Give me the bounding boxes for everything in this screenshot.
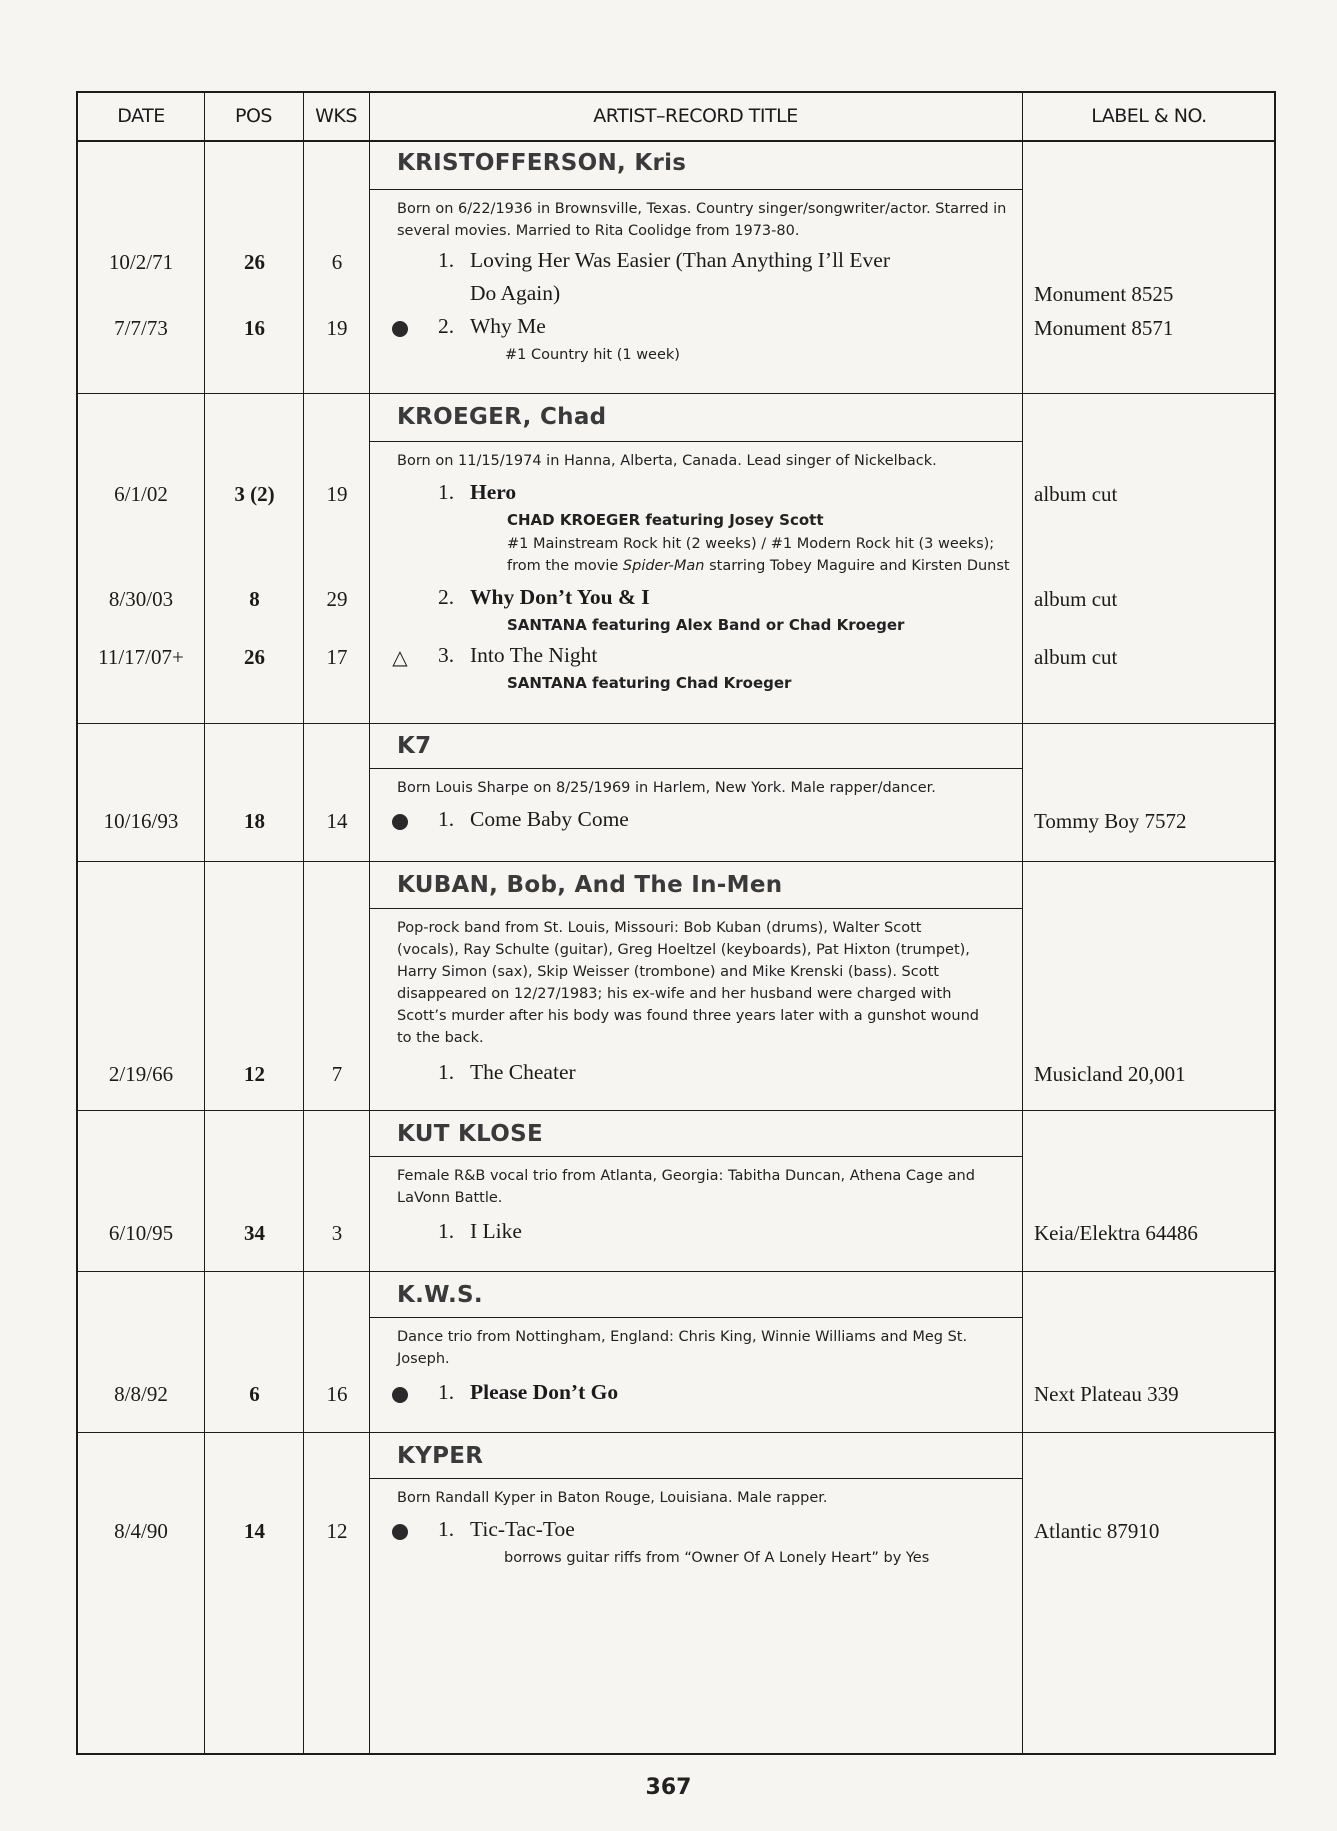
gold-record-icon (385, 315, 415, 340)
artist-bio: Born Louis Sharpe on 8/25/1969 in Harlem, New York. Male rapper/dancer. (397, 780, 936, 796)
record-title-continued: Do Again) (470, 281, 561, 305)
artist-bio: Born on 6/22/1936 in Brownsville, Texas. Country singer/songwriter/actor. Starred in several movies. Married to Rita Coolidge from 1973-80. (397, 201, 1007, 239)
record-peak-position: 3 (2) (234, 482, 275, 506)
record-label: Monument 8525 (1034, 282, 1174, 306)
record-date: 11/17/07+ (98, 645, 184, 669)
record-date: 8/30/03 (108, 587, 174, 611)
record-weeks: 7 (331, 1062, 343, 1086)
artist-section-kuban (78, 862, 1274, 1111)
artist-section-kroeger (78, 394, 1274, 724)
record-label: Next Plateau 339 (1034, 1382, 1179, 1406)
record-note: from the movie Spider-Man starring Tobey Maguire and Kirsten Dunst (507, 558, 1010, 574)
triangle-icon: △ (392, 645, 408, 669)
record-note: #1 Mainstream Rock hit (2 weeks) / #1 Modern Rock hit (3 weeks); (507, 536, 995, 552)
record-title: 1. The Cheater (438, 1060, 576, 1084)
artist-bio: Pop-rock band from St. Louis, Missouri: Bob Kuban (drums), Walter Scott (vocals), Ray Schulte (guitar), Greg Hoeltzel (keyboards), Pat Hixton (trumpet), Harry Simon (sax), Skip Weisser (trombone) and Mike Krenski (bass). Scott disappeared on 12/27/1983; his ex-wife and her husband were charged with Scott’s murder after his body was found three years later with a gunshot wound to the back. (397, 920, 979, 1046)
record-title: 1. Come Baby Come (438, 807, 629, 831)
artist-section-k7 (78, 724, 1274, 862)
artist-name: KUBAN, Bob, And The In-Men (397, 872, 783, 898)
record-weeks: 19 (326, 482, 348, 506)
header-label-no: LABEL & NO. (1091, 105, 1207, 127)
record-peak-position: 12 (244, 1062, 265, 1086)
record-date: 8/4/90 (114, 1519, 168, 1543)
record-weeks: 16 (326, 1382, 348, 1406)
record-date: 10/2/71 (108, 250, 174, 274)
record-label: album cut (1034, 587, 1118, 611)
record-weeks: 3 (331, 1221, 343, 1245)
record-credit: SANTANA featuring Alex Band or Chad Kroeger (507, 616, 905, 634)
record-title: 1. I Like (438, 1219, 522, 1243)
artist-name: KROEGER, Chad (397, 404, 607, 430)
gold-record-icon (385, 1381, 415, 1406)
artist-bio: Born Randall Kyper in Baton Rouge, Louisiana. Male rapper. (397, 1490, 828, 1506)
record-date: 2/19/66 (108, 1062, 174, 1086)
artist-name-box (369, 724, 1022, 769)
record-title: 2. Why Don’t You & I (438, 585, 650, 609)
record-title: 1. Loving Her Was Easier (Than Anything I’ll Ever (438, 248, 890, 272)
record-peak-position: 8 (249, 587, 260, 611)
record-peak-position: 26 (244, 250, 265, 274)
record-label: album cut (1034, 482, 1118, 506)
record-title: 1. Tic-Tac-Toe (438, 1517, 575, 1541)
record-date: 10/16/93 (103, 809, 179, 833)
artist-section-kristofferson (78, 140, 1274, 394)
artist-name-box (369, 862, 1022, 909)
record-note: #1 Country hit (1 week) (505, 347, 680, 363)
record-label: Keia/Elektra 64486 (1034, 1221, 1198, 1245)
artist-section-kws (78, 1272, 1274, 1433)
artist-name: KYPER (397, 1443, 484, 1469)
artist-section-kyper (78, 1433, 1274, 1755)
record-date: 6/10/95 (108, 1221, 174, 1245)
header-date: DATE (117, 105, 165, 127)
record-title: 1. Hero (438, 480, 517, 504)
artist-name: K7 (397, 733, 432, 759)
artist-name-box (369, 394, 1022, 442)
artist-section-kut-klose (78, 1111, 1274, 1272)
record-weeks: 12 (326, 1519, 348, 1543)
record-weeks: 17 (326, 645, 348, 669)
record-note: borrows guitar riffs from “Owner Of A Lonely Heart” by Yes (504, 1550, 930, 1566)
artist-name-box (369, 1272, 1022, 1318)
record-peak-position: 14 (244, 1519, 265, 1543)
record-peak-position: 34 (244, 1221, 265, 1245)
gold-record-icon (385, 808, 415, 833)
artist-name-box (369, 140, 1022, 190)
record-title: 1. Please Don’t Go (438, 1380, 619, 1404)
record-label: Musicland 20,001 (1034, 1062, 1186, 1086)
record-date: 6/1/02 (114, 482, 168, 506)
header-pos: POS (235, 105, 272, 127)
page-number: 367 (645, 1775, 692, 1800)
artist-name: KUT KLOSE (397, 1121, 543, 1147)
chart-history-table (76, 91, 1276, 1755)
record-peak-position: 18 (244, 809, 265, 833)
record-label: Atlantic 87910 (1034, 1519, 1160, 1543)
record-weeks: 14 (326, 809, 348, 833)
artist-bio: Female R&B vocal trio from Atlanta, Georgia: Tabitha Duncan, Athena Cage and LaVonn Battle. (397, 1168, 975, 1206)
artist-name: K.W.S. (397, 1282, 483, 1308)
artist-name: KRISTOFFERSON, Kris (397, 150, 687, 176)
record-peak-position: 6 (249, 1382, 260, 1406)
record-label: album cut (1034, 645, 1118, 669)
record-weeks: 19 (326, 316, 348, 340)
record-number: 1. (438, 248, 455, 272)
record-label: Tommy Boy 7572 (1034, 809, 1187, 833)
record-peak-position: 26 (244, 645, 265, 669)
record-peak-position: 16 (244, 316, 265, 340)
header-wks: WKS (315, 105, 357, 127)
record-weeks: 6 (331, 250, 343, 274)
movie-title: Spider-Man (622, 558, 705, 574)
record-credit: SANTANA featuring Chad Kroeger (507, 674, 792, 692)
gold-record-icon (385, 1518, 415, 1543)
artist-name-box (369, 1433, 1022, 1479)
artist-bio: Born on 11/15/1974 in Hanna, Alberta, Canada. Lead singer of Nickelback. (397, 453, 937, 469)
header-artist-record-title: ARTIST–RECORD TITLE (593, 105, 798, 127)
record-date: 8/8/92 (114, 1382, 168, 1406)
table-header (78, 93, 1274, 142)
record-weeks: 29 (326, 587, 348, 611)
artist-name-box (369, 1111, 1022, 1157)
record-title: 3. Into The Night (438, 643, 598, 667)
record-credit: CHAD KROEGER featuring Josey Scott (507, 511, 824, 529)
record-date: 7/7/73 (114, 316, 168, 340)
record-label: Monument 8571 (1034, 316, 1174, 340)
artist-bio: Dance trio from Nottingham, England: Chris King, Winnie Williams and Meg St. Joseph. (397, 1329, 968, 1367)
record-title: 2. Why Me (438, 314, 546, 338)
